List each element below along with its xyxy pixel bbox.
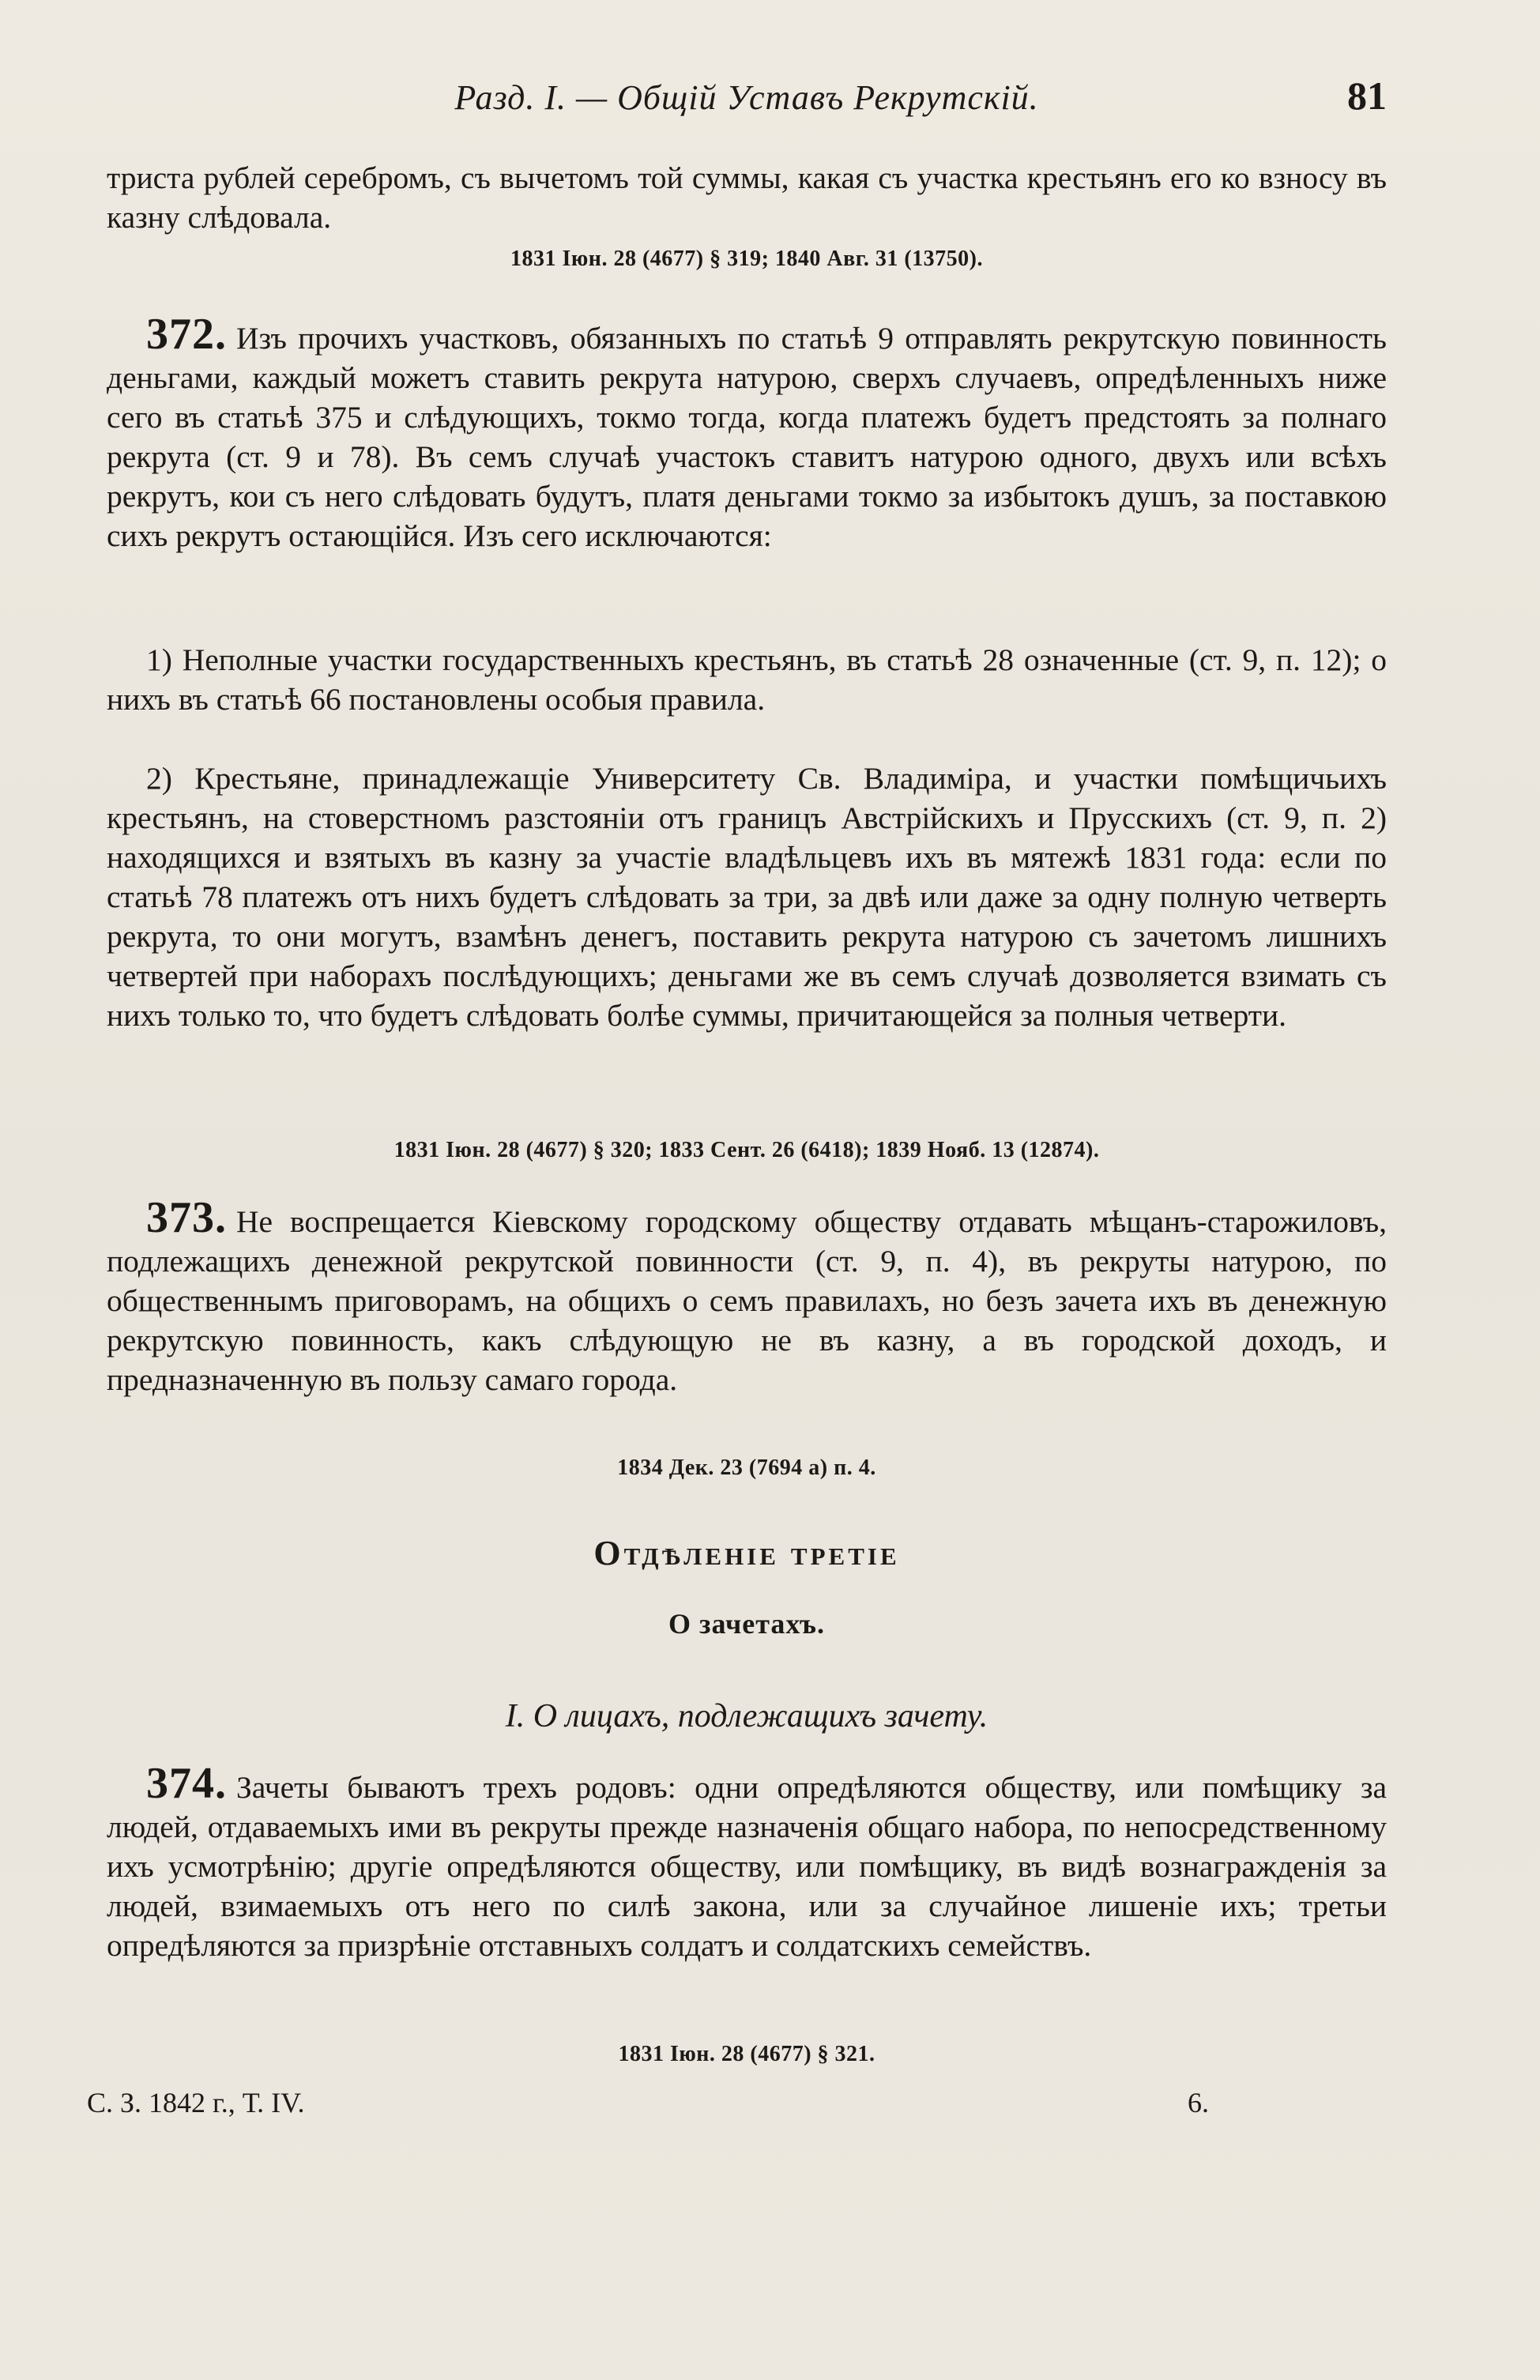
article-number: 372.: [146, 310, 227, 359]
list-item: 1) Неполные участки государственныхъ крестьянъ, въ статьѣ 28 означенные (ст. 9, п. 12); о нихъ въ статьѣ 66 постановлены особыя правила.: [107, 642, 1387, 717]
page-number: 81: [1347, 73, 1387, 118]
gathering-number: 6.: [1188, 2087, 1209, 2118]
citation: 1831 Іюн. 28 (4677) § 320; 1833 Сент. 26 (6418); 1839 Нояб. 13 (12874).: [393, 1138, 1100, 1162]
list-item: 2) Крестьяне, принадлежащіе Университету Св. Владиміра, и участки помѣщичьихъ крестьянъ, на стоверстномъ разстояніи отъ границъ Австрійскихъ и Прусскихъ (ст. 9, п. 2) находящихся и взятыхъ въ казну за участіе владѣльцевъ ихъ въ мятежѣ 1831 года: если по статьѣ 78 платежъ отъ нихъ будетъ слѣдовать за три, за двѣ или даже за одну полную четверть рекрута, то они могутъ, взамѣнъ денегъ, поставить рекрута натурою съ зачетомъ лишнихъ четвертей при наборахъ послѣдующихъ; деньгами же въ семъ случаѣ дозволяется взимать съ нихъ только то, что будетъ слѣдовать болѣе суммы, причитающейся за полныя четверти.: [107, 761, 1387, 1033]
article-372: [107, 310, 1387, 555]
citation: 1831 Іюн. 28 (4677) § 319; 1840 Авг. 31 (13750).: [510, 247, 983, 271]
article-text: Не воспрещается Кіевскому городскому обществу отдавать мѣщанъ-старожиловъ, подлежащихъ денежной рекрутской повинности (ст. 9, п. 4), въ рекруты натурою, по общественнымъ приговорамъ, на общихъ о семъ правилахъ, но безъ зачета ихъ въ денежную рекрутскую повинность, какъ слѣдующую не въ казну, а въ городской доходъ, и предназначенную въ пользу самаго города.: [107, 1204, 1387, 1397]
running-head: [107, 73, 1387, 128]
citation: 1834 Дек. 23 (7694 а) п. 4.: [617, 1455, 876, 1480]
article-text: Зачеты бываютъ трехъ родовъ: одни опредѣляются обществу, или помѣщику за людей, отдаваемыхъ ими въ рекруты прежде назначенія общаго набора, по непосредственному ихъ усмотрѣнію; другіе опредѣляются обществу, или помѣщику, въ видѣ вознагражденія за людей, взимаемыхъ отъ него по силѣ закона, или за случайное лишеніе ихъ; третьи опредѣляются за призрѣніе отставныхъ солдатъ и солдатскихъ семействъ.: [107, 1770, 1387, 1963]
article-number: 373.: [146, 1193, 227, 1242]
article-number: 374.: [146, 1759, 227, 1808]
article-text: Изъ прочихъ участковъ, обязанныхъ по статьѣ 9 отправлять рекрутскую повинность деньгами, каждый можетъ ставить рекрута натурою, сверхъ случаевъ, опредѣленныхъ ниже сего въ статьѣ 375 и слѣдующихъ, токмо тогда, когда платежъ будетъ предстоять за полнаго рекрута (ст. 9 и 78). Въ семъ случаѣ участокъ ставитъ натурою одного, двухъ или всѣхъ рекрутъ, кои съ него слѣдовать будутъ, платя деньгами токмо за избытокъ душъ, за поставкою сихъ рекрутъ остающійся. Изъ сего исключаются:: [107, 321, 1387, 553]
signature-mark: С. З. 1842 г., Т. IV.: [87, 2087, 305, 2118]
article-373: [107, 1193, 1387, 1399]
citation: 1831 Іюн. 28 (4677) § 321.: [618, 2042, 875, 2066]
section-subheading: О зачетахъ.: [668, 1608, 826, 1640]
continuation-paragraph: триста рублей серебромъ, съ вычетомъ той суммы, какая съ участка крестьянъ его ко взносу въ казну слѣдовала.: [107, 160, 1387, 235]
section-heading: Отдѣленіе третіе: [593, 1534, 900, 1572]
running-title: Разд. I. — Общій Уставъ Рекрутскій.: [454, 78, 1039, 117]
article-374: [107, 1759, 1387, 1965]
chapter-heading: I. О лицахъ, подлежащихъ зачету.: [505, 1698, 988, 1734]
page-footer: [87, 2086, 1209, 2126]
